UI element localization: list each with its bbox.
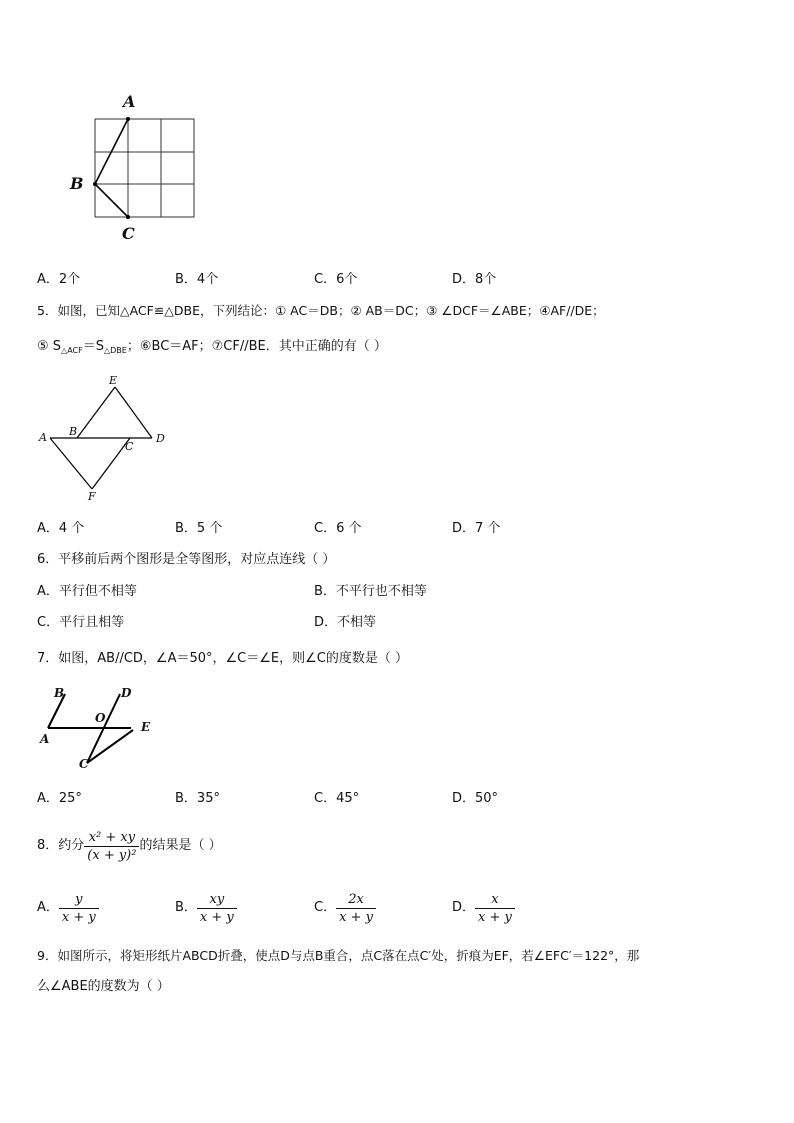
q5-option-a[interactable]: A．4 个	[37, 521, 85, 536]
q4-option-d[interactable]: D．8个	[452, 272, 497, 287]
fraction-denominator: x + y	[61, 909, 96, 925]
q4-figure	[68, 90, 208, 250]
q7-figure	[36, 684, 166, 774]
q8-option-b[interactable]	[175, 888, 237, 928]
point-d-label: D	[121, 686, 132, 700]
q8-option-a[interactable]	[37, 888, 99, 928]
q6-option-d[interactable]: D．不相等	[314, 615, 377, 630]
q8-stem-suffix: 的结果是（ ）	[139, 838, 222, 853]
point-a-label: A	[40, 732, 50, 746]
fraction-denominator: x + y	[478, 909, 512, 925]
q9-stem-line1: 9．如图所示，将矩形纸片ABCD折叠，使点D与点B重合，点C落在点C′处，折痕为EF，若∠EFC′＝122°，那	[37, 948, 640, 963]
q5-option-d[interactable]: D．7 个	[452, 521, 501, 536]
point-e-label: E	[109, 374, 118, 387]
option-fraction	[475, 892, 515, 925]
point-c-label: C	[122, 224, 135, 243]
option-letter: D．	[452, 900, 476, 915]
q6-option-b[interactable]: B．不平行也不相等	[314, 584, 427, 599]
q4-option-a[interactable]: A．2个	[37, 272, 81, 287]
point-d-label: D	[156, 432, 165, 445]
q8-option-d[interactable]	[452, 888, 515, 928]
triangles-figure	[36, 374, 176, 504]
fraction-numerator: xy	[197, 892, 237, 909]
q4-option-b[interactable]: B．4个	[175, 272, 219, 287]
q8-fraction-denominator: (x + y)²	[87, 847, 137, 863]
point-b-label: B	[54, 686, 65, 700]
point-e-label: E	[141, 720, 151, 734]
q8-fraction	[84, 830, 139, 863]
q4-option-c[interactable]: C．6个	[314, 272, 358, 287]
q9-stem-line2: 么∠ABE的度数为（ ）	[37, 979, 170, 994]
point-b-label: B	[69, 425, 78, 438]
point-f-label: F	[88, 490, 96, 503]
q7-option-b[interactable]: B．35°	[175, 791, 220, 806]
point-b-label: B	[70, 174, 84, 193]
point-a-label: A	[123, 92, 136, 111]
q6-option-c[interactable]: C．平行且相等	[37, 615, 125, 630]
q7-option-a[interactable]: A．25°	[37, 791, 82, 806]
option-letter: A．	[37, 900, 59, 915]
fraction-denominator: x + y	[199, 909, 234, 925]
fraction-denominator: x + y	[339, 909, 373, 925]
option-letter: B．	[175, 900, 197, 915]
q5-stem-line2: ⑤ $S_{\triangle ACF}=S_{\triangle DBE}$；⑥BC＝AF；⑦CF//BE．其中正确的有（ ）	[37, 339, 387, 355]
point-o-label: O	[95, 711, 106, 725]
q5-stem-line1: 5．如图，已知△ACF≌△DBE，下列结论：① AC＝DB；② AB＝DC；③ ∠DCF＝∠ABE；④AF//DE；	[37, 303, 605, 318]
grid-figure	[68, 90, 208, 250]
q8-option-c[interactable]	[314, 888, 376, 928]
point-c-label: C	[125, 440, 134, 453]
fraction-numerator: 2x	[336, 892, 376, 909]
q7-option-c[interactable]: C．45°	[314, 791, 360, 806]
q5-option-b[interactable]: B．5 个	[175, 521, 223, 536]
point-c-label: C	[79, 757, 89, 771]
option-letter: C．	[314, 900, 337, 915]
q8-fraction-numerator: x² + xy	[84, 830, 139, 847]
q5-figure	[36, 374, 176, 504]
q8-stem	[37, 826, 222, 866]
q6-stem: 6．平移前后两个图形是全等图形，对应点连线（ ）	[37, 552, 336, 567]
point-a-label: A	[39, 431, 47, 444]
q7-stem: 7．如图，AB//CD，∠A＝50°，∠C＝∠E，则∠C的度数是（ ）	[37, 651, 408, 666]
option-fraction	[59, 892, 99, 925]
q7-option-d[interactable]: D．50°	[452, 791, 499, 806]
q8-stem-prefix: 8．约分	[37, 838, 85, 853]
q6-option-a[interactable]: A．平行但不相等	[37, 584, 137, 599]
option-fraction	[336, 892, 376, 925]
option-fraction	[197, 892, 237, 925]
q5-option-c[interactable]: C．6 个	[314, 521, 362, 536]
fraction-numerator: x	[475, 892, 515, 909]
fraction-numerator: y	[59, 892, 99, 909]
